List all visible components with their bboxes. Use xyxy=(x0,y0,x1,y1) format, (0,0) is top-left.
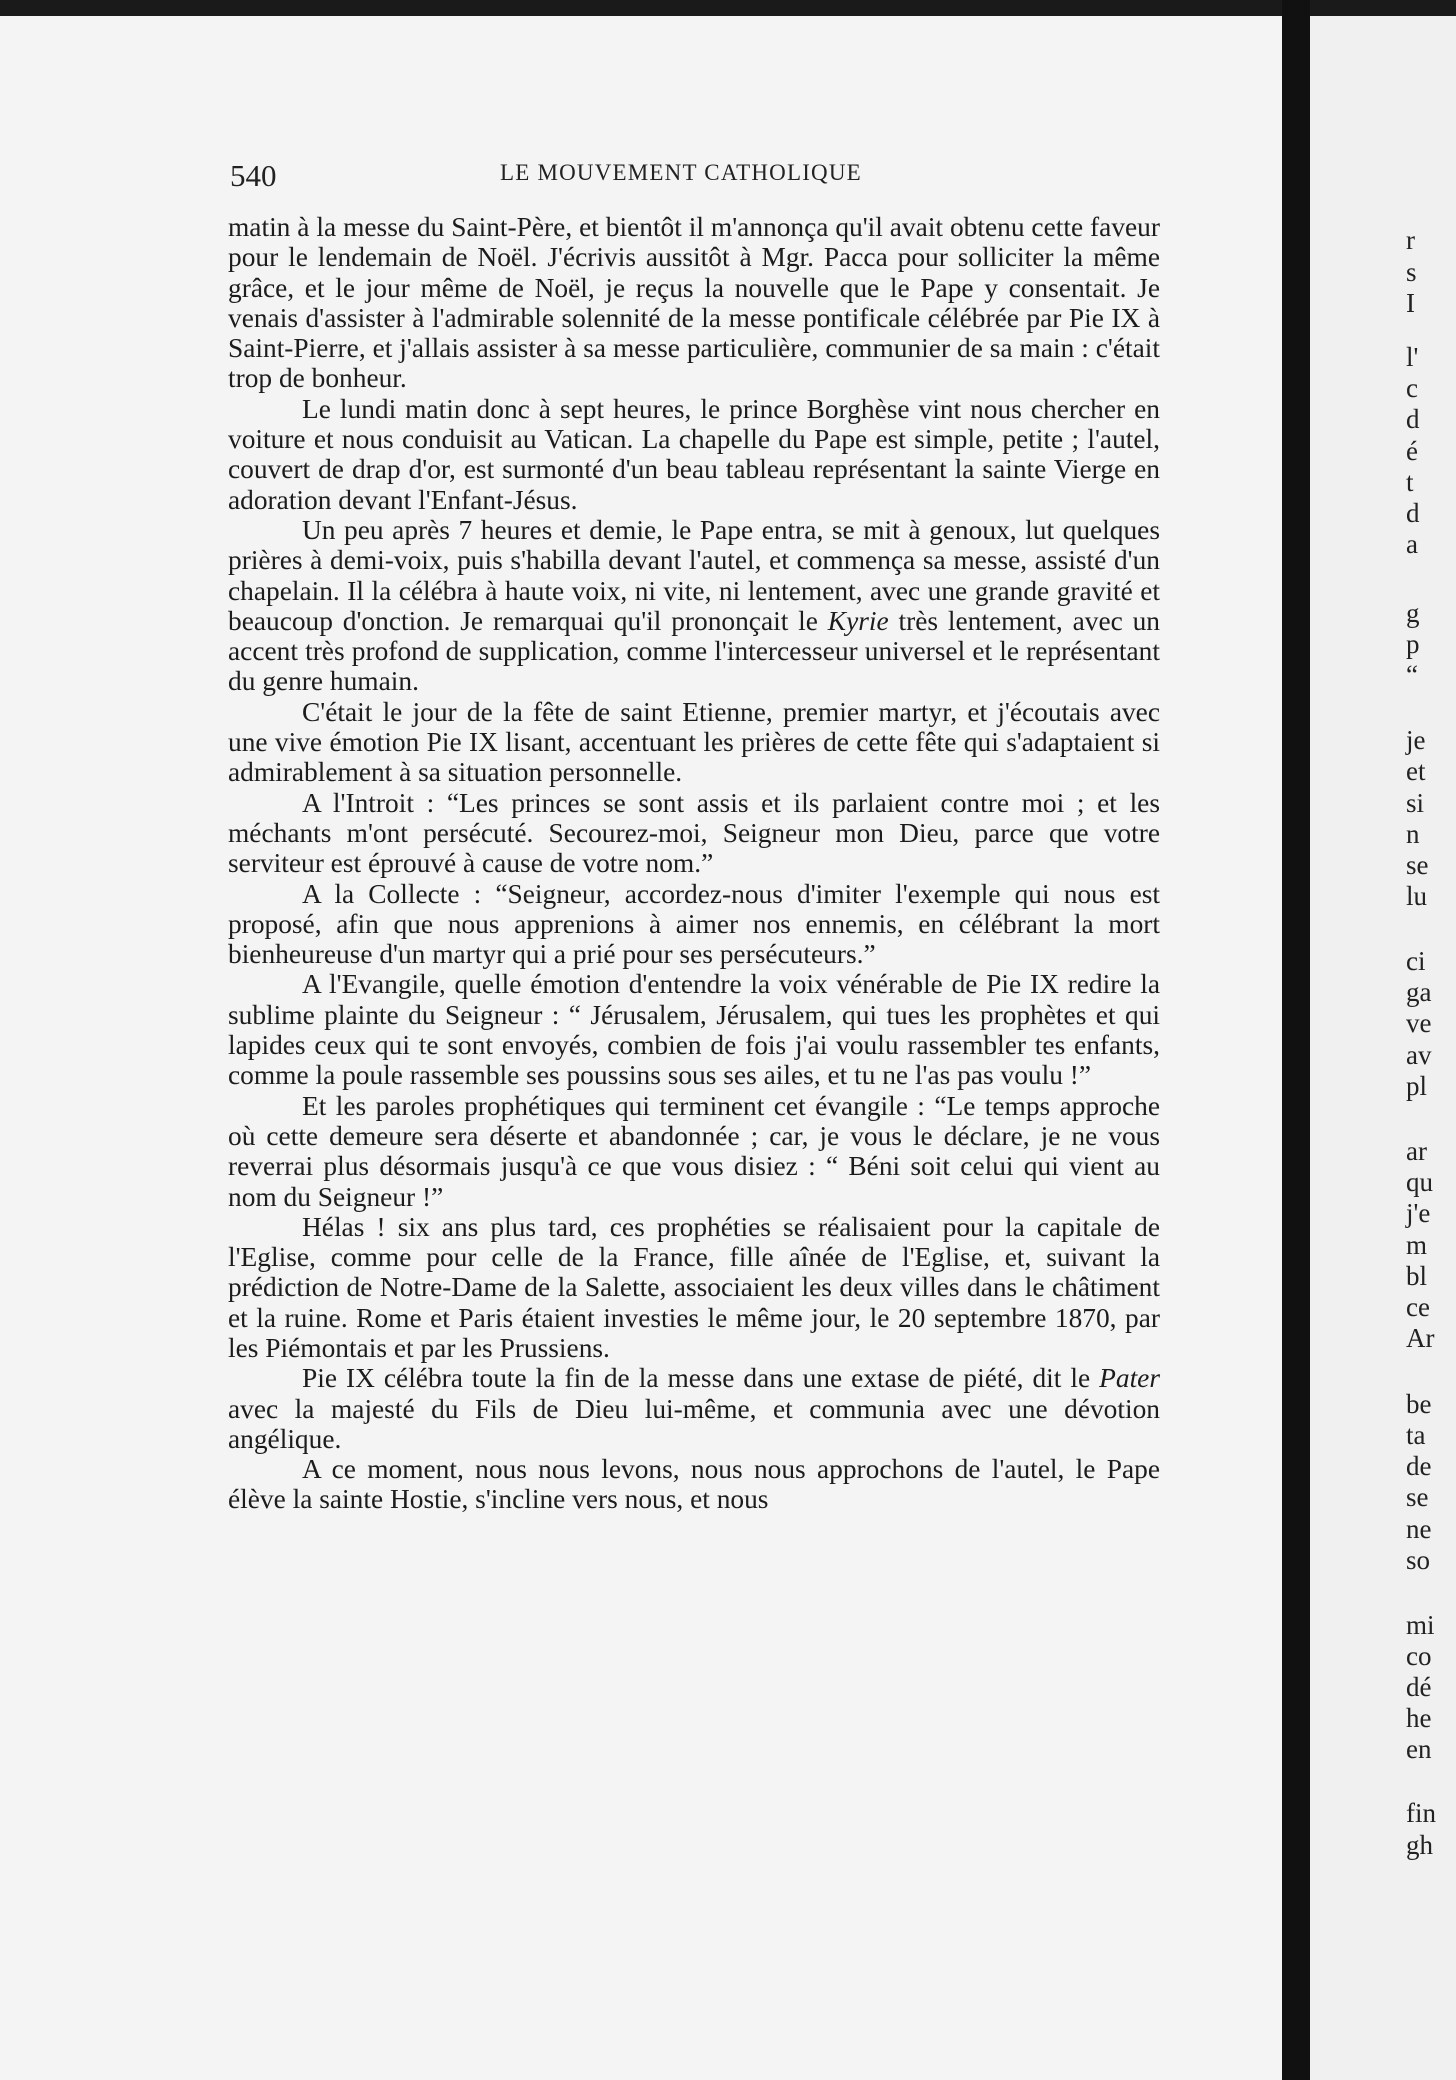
facing-page-fragment: I xyxy=(1406,288,1415,318)
scan-top-border xyxy=(0,0,1456,16)
facing-page-fragment: pl xyxy=(1406,1071,1428,1101)
facing-page-fragment: gh xyxy=(1406,1830,1433,1860)
left-page xyxy=(0,16,1282,2080)
facing-page xyxy=(1310,16,1456,2080)
paragraph: A ce moment, nous nous levons, nous nous approchons de l'autel, le Pape élève la sainte Hostie, s'incline vers nous, et nous xyxy=(228,1454,1160,1515)
running-title: LE MOUVEMENT CATHOLIQUE xyxy=(500,160,862,185)
facing-page-fragment: lu xyxy=(1406,881,1428,911)
italic-pater: Pater xyxy=(1099,1363,1160,1394)
facing-page-fragment: r xyxy=(1406,225,1415,255)
paragraph: A l'Introit : “Les princes se sont assis et ils parlaient contre moi ; et les méchants m'ont persécuté. Secourez-moi, Seigneur mon Dieu, parce que votre serviteur est éprouvé à cause de votre nom.” xyxy=(228,787,1160,879)
paragraph-text: avec la majesté du Fils de Dieu lui-même, et communia avec une dévotion angélique. xyxy=(228,1393,1160,1454)
paragraph: Hélas ! six ans plus tard, ces prophéties se réalisaient pour la capitale de l'Eglise, comme pour celle de la France, fille aînée de l'Eglise, et, suivant la prédiction de Notre-Dame de la Salette, associaient les deux villes dans le châtiment et la ruine. Rome et Paris étaient investies le même jour, le 20 septembre 1870, par les Piémontais et par les Prussiens. xyxy=(228,1211,1160,1363)
facing-page-fragment: fin xyxy=(1406,1798,1436,1828)
facing-page-fragment: Ar xyxy=(1406,1323,1435,1353)
paragraph: A la Collecte : “Seigneur, accordez-nous d'imiter l'exemple qui nous est proposé, afin que nous apprenions à aimer nos ennemis, en célébrant la mort bienheureuse d'un martyr qui a prié pour ses persécuteurs.” xyxy=(228,878,1160,970)
facing-page-fragment: ve xyxy=(1406,1008,1432,1038)
facing-page-fragment: “ xyxy=(1406,660,1418,690)
facing-page-fragment: s xyxy=(1406,257,1417,287)
book-gutter xyxy=(1282,0,1310,2080)
facing-page-fragment: je xyxy=(1406,725,1426,755)
facing-page-fragment: qu xyxy=(1406,1167,1433,1197)
facing-page-fragment: mi xyxy=(1406,1610,1435,1640)
facing-page-fragment: t xyxy=(1406,467,1414,497)
facing-page-fragment: bl xyxy=(1406,1261,1428,1291)
running-head xyxy=(230,158,1190,198)
facing-page-fragment: co xyxy=(1406,1641,1432,1671)
facing-page-fragment: a xyxy=(1406,529,1418,559)
facing-page-fragment: de xyxy=(1406,1451,1432,1481)
body-text xyxy=(228,212,1160,1515)
facing-page-fragment: m xyxy=(1406,1230,1428,1260)
facing-page-fragment: en xyxy=(1406,1734,1432,1764)
paragraph xyxy=(228,515,1160,697)
facing-page-fragment: d xyxy=(1406,498,1420,528)
facing-page-fragment: so xyxy=(1406,1545,1431,1575)
facing-page-fragment: se xyxy=(1406,850,1429,880)
facing-page-fragment: g xyxy=(1406,598,1420,628)
facing-page-fragment: he xyxy=(1406,1703,1432,1733)
paragraph: A l'Evangile, quelle émotion d'entendre la voix vénérable de Pie IX redire la sublime plainte du Seigneur : “ Jérusalem, Jérusalem, qui tues les prophètes et qui lapides ceux qui te sont envoyés, combien de fois j'ai voulu rassembler tes enfants, comme la poule rassemble ses poussins sous ses ailes, et tu ne l'as pas voulu !” xyxy=(228,969,1160,1091)
facing-page-fragment: é xyxy=(1406,436,1418,466)
facing-page-fragment: ta xyxy=(1406,1420,1426,1450)
paragraph: Le lundi matin donc à sept heures, le prince Borghèse vint nous chercher en voiture et nous conduisit au Vatican. La chapelle du Pape est simple, petite ; l'autel, couvert de drap d'or, est surmonté d'un beau tableau représentant la sainte Vierge en adoration devant l'Enfant-Jésus. xyxy=(228,393,1160,515)
facing-page-fragment: ce xyxy=(1406,1292,1430,1322)
facing-page-fragment: ci xyxy=(1406,946,1426,976)
facing-page-fragment: p xyxy=(1406,629,1420,659)
paragraph-text: Pie IX célébra toute la fin de la messe dans une extase de piété, dit le xyxy=(302,1363,1100,1394)
paragraph: C'était le jour de la fête de saint Etienne, premier martyr, et j'écoutais avec une vive émotion Pie IX lisant, accentuant les prières de cette fête qui s'adaptaient si admirablement à sa situation personnelle. xyxy=(228,696,1160,788)
facing-page-fragment: n xyxy=(1406,819,1420,849)
paragraph: Et les paroles prophétiques qui terminent cet évangile : “Le temps approche où cette demeure sera déserte et abandonnée ; car, je vous le déclare, je ne vous reverrai plus désormais jusqu'à ce que vous disiez : “ Béni soit celui qui vient au nom du Seigneur !” xyxy=(228,1090,1160,1212)
facing-page-fragment: l' xyxy=(1406,342,1419,372)
facing-page-fragment: j'e xyxy=(1406,1198,1431,1228)
paragraph-text: Un peu après 7 heures et demie, le Pape entra, se mit à genoux, lut quelques prières à demi-voix, puis s'habilla devant l'autel, et commença sa messe, assisté d'un chapelain. Il la célébra à haute voix, ni vite, ni lentement, avec une grande gravité et beaucoup d'onction. Je remarquai qu'il prononçait le xyxy=(228,514,1160,636)
facing-page-fragment: c xyxy=(1406,373,1418,403)
facing-page-fragment: ga xyxy=(1406,977,1432,1007)
paragraph xyxy=(228,1363,1160,1454)
facing-page-fragment: ne xyxy=(1406,1514,1432,1544)
italic-kyrie: Kyrie xyxy=(827,605,889,636)
paragraph-text: très lentement, avec un accent très profond de supplication, comme l'intercesseur universel et le représentant du genre humain. xyxy=(228,605,1160,697)
facing-page-fragment: dé xyxy=(1406,1672,1432,1702)
facing-page-fragment: se xyxy=(1406,1482,1429,1512)
facing-page-fragment: et xyxy=(1406,756,1426,786)
facing-page-fragment: si xyxy=(1406,788,1425,818)
page-number: 540 xyxy=(230,158,277,193)
facing-page-fragment: ar xyxy=(1406,1136,1427,1166)
facing-page-fragment: d xyxy=(1406,404,1420,434)
facing-page-fragment: av xyxy=(1406,1040,1432,1070)
paragraph: matin à la messe du Saint-Père, et bientôt il m'annonça qu'il avait obtenu cette faveur pour le lendemain de Noël. J'écrivis aussitôt à Mgr. Pacca pour solliciter la même grâce, et le jour même de Noël, je reçus la nouvelle que le Pape y consentait. Je venais d'assister à l'admirable solennité de la messe pontificale célébrée par Pie IX à Saint-Pierre, et j'allais assister à sa messe particulière, communier de sa main : c'était trop de bonheur. xyxy=(228,212,1160,394)
facing-page-fragment: be xyxy=(1406,1389,1432,1419)
